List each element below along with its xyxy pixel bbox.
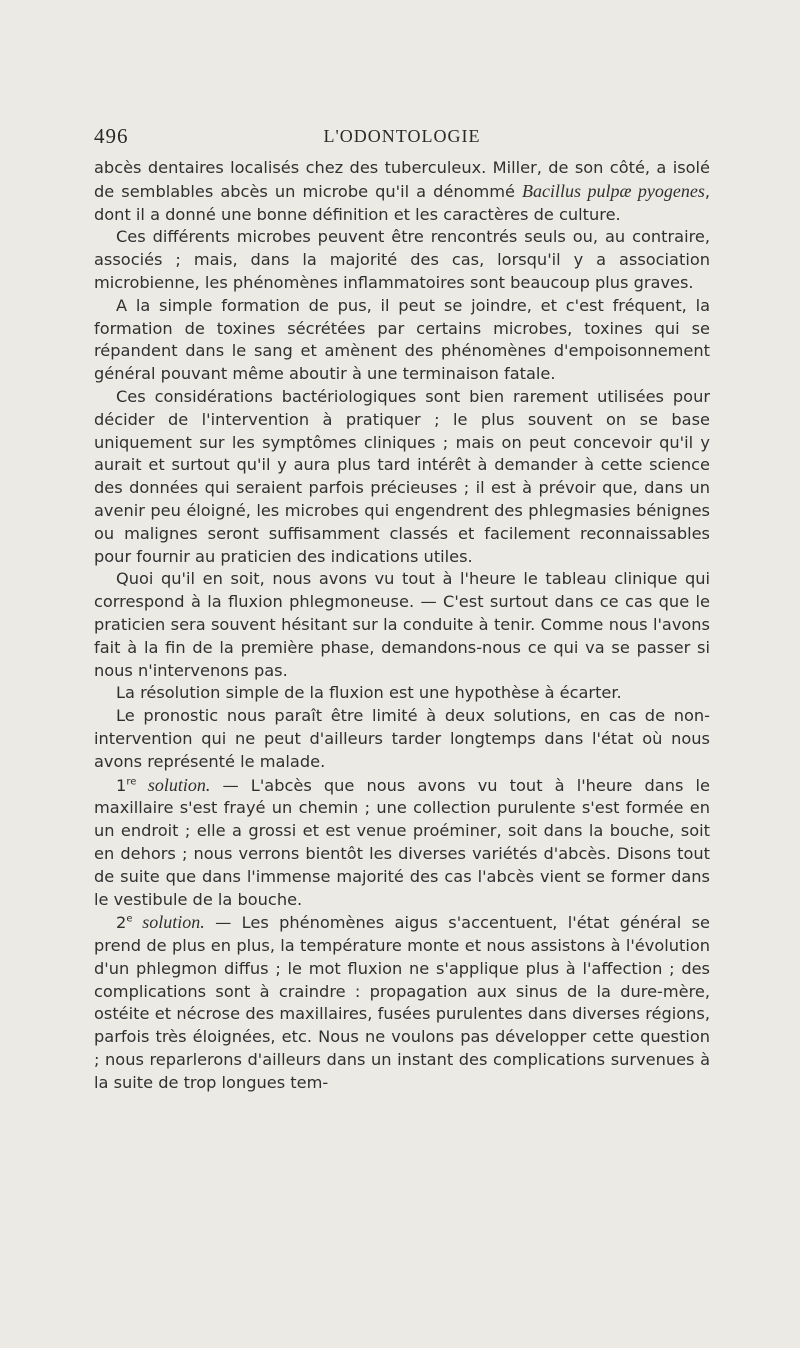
paragraph-text: Quoi qu'il en soit, nous avons vu tout à l'heure le tableau clinique qui correspond à la fluxion phlegmoneuse. — C'est surtout dans ce cas que le praticien sera souvent hésitant sur la conduite à tenir. Comme nous l'avons fait à la fin de la première phase, demandons-nous ce qui va se passer si nous n'intervenons pas. [94, 569, 710, 680]
paragraph [94, 386, 710, 568]
page-number: 496 [94, 124, 129, 148]
paragraph-text: — Les phénomènes aigus s'accentuent, l'état général se prend de plus en plus, la température monte et nous assistons à l'évolution d'un phlegmon diffus ; le mot fluxion ne s'applique plus à l'affection ; des complications sont à craindre : propagation aux sinus de la dure-mère, ostéite et nécrose des maxillaires, fusées purulentes dans diverses régions, parfois très éloignées, etc. Nous ne voulons pas développer cette question ; nous reparlerons d'ailleurs dans un instant des complications survenues à la suite de trop longues tem- [94, 913, 710, 1092]
paragraph-text: abcès dentaires localisés chez des tuberculeux. Miller, de son côté, a isolé de semblables abcès un microbe qu'il a dénommé [94, 158, 710, 201]
running-header [94, 124, 710, 152]
paragraph [94, 705, 710, 773]
paragraph-text: Le pronostic nous paraît être limité à deux solutions, en cas de non-intervention qui ne peut d'ailleurs tarder longtemps dans l'état où nous avons représenté le malade. [94, 706, 710, 771]
paragraph [94, 911, 710, 1094]
paragraph [94, 682, 710, 705]
paragraph-text: Ces considérations bactériologiques sont bien rarement utilisées pour décider de l'intervention à pratiquer ; le plus souvent on se base uniquement sur les symptômes cliniques ; mais on peut concevoir qu'il y aurait et surtout qu'il y aura plus tard intérêt à demander à cette science des données qui seraient parfois précieuses ; il est à prévoir que, dans un avenir peu éloigné, les microbes qui engendrent des phlegmasies bénignes ou malignes seront suffisamment classés et facilement reconnaissables pour fournir au praticien des indications utiles. [94, 386, 710, 566]
paragraph [94, 774, 710, 912]
paragraph [94, 568, 710, 682]
body-text [94, 157, 710, 1095]
journal-title: L'ODONTOLOGIE [323, 126, 481, 146]
paragraph-text: 1 [116, 775, 127, 795]
paragraph-text: A la simple formation de pus, il peut se joindre, et c'est fréquent, la formation de toxines sécrétées par certains microbes, toxines qui se répandent dans le sang et amènent des phénomènes d'empoisonnement général pouvant même aboutir à une terminaison fatale. [94, 295, 710, 384]
italic-text: Bacillus pulpæ pyogenes [522, 180, 705, 201]
ordinal-suffix: re [126, 776, 137, 788]
paragraph [94, 226, 710, 294]
italic-text: solution. [132, 912, 205, 933]
ordinal-suffix: e [126, 913, 133, 925]
paragraph [94, 295, 710, 386]
paragraph-text: 2 [116, 913, 127, 933]
paragraph-text: , dont il a donné une bonne définition et les caractères de culture. [94, 181, 710, 224]
italic-text: solution. [136, 774, 211, 795]
paragraph-text: — L'abcès que nous avons vu tout à l'heure dans le maxillaire s'est frayé un chemin ; une collection purulente s'est formée en un endroit ; elle a grossi et est venue proéminer, soit dans la bouche, soit en dehors ; nous verrons bientôt les diverses variétés d'abcès. Disons tout de suite que dans l'immense majorité des cas l'abcès vient se former dans le vestibule de la bouche. [94, 775, 710, 909]
paragraph-text: La résolution simple de la fluxion est une hypothèse à écarter. [116, 683, 622, 703]
paragraph-text: Ces différents microbes peuvent être rencontrés seuls ou, au contraire, associés ; mais, dans la majorité des cas, lorsqu'il y a association microbienne, les phénomènes inflammatoires sont beaucoup plus graves. [94, 227, 710, 292]
paragraph [94, 157, 710, 226]
